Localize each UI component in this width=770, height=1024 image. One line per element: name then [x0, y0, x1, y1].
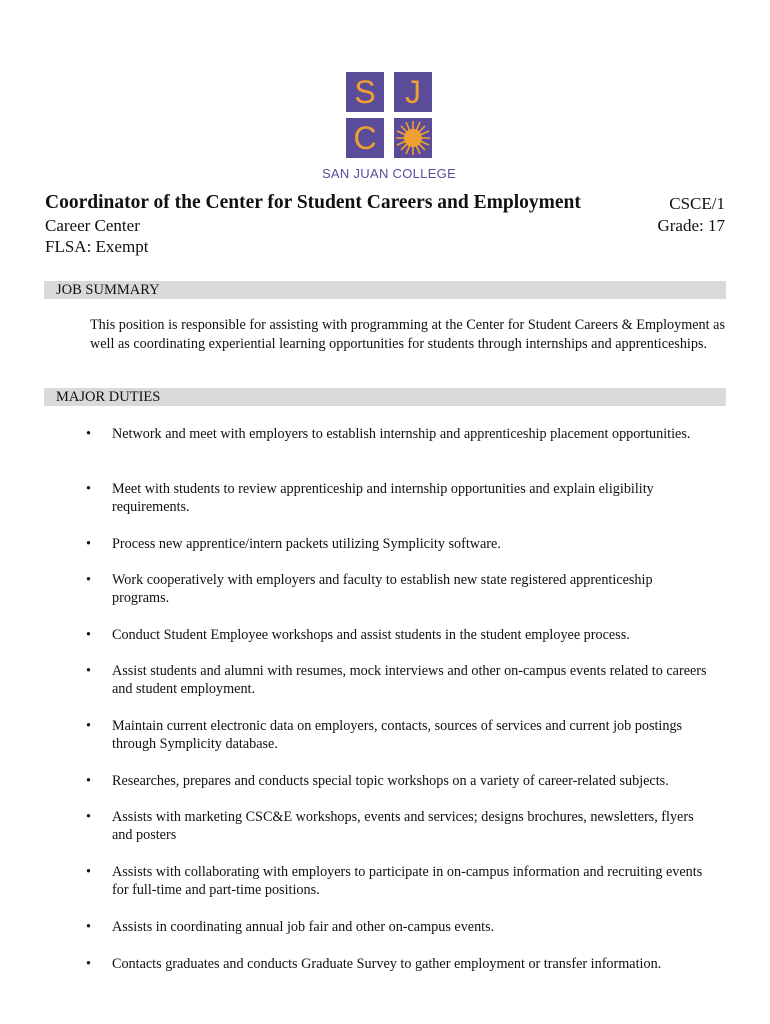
duty-text: Conduct Student Employee workshops and assist students in the student employee process.: [112, 627, 630, 643]
duty-text: Meet with students to review apprenticeship and internship opportunities and explain eligibility requirements.: [112, 481, 654, 515]
position-code: CSCE/1: [669, 194, 725, 213]
major-duties-heading: MAJOR DUTIES: [44, 388, 726, 406]
duty-text: Assist students and alumni with resumes, mock interviews and other on-campus events related to careers and student employment.: [112, 663, 707, 697]
bullet: •: [86, 663, 91, 679]
bullet: •: [86, 718, 91, 734]
bullet: •: [86, 956, 91, 972]
bullet: •: [86, 426, 91, 442]
logo-letter-s: S: [354, 74, 376, 110]
duty-text: Assists with collaborating with employers to participate in on-campus information and recruiting events for full-time and part-time positions.: [112, 864, 703, 898]
duty-text: Maintain current electronic data on employers, contacts, sources of services and current job postings through Symplicity database.: [112, 718, 683, 752]
flsa-status: FLSA: Exempt: [45, 237, 149, 256]
bullet: •: [86, 627, 91, 643]
bullet: •: [86, 572, 91, 588]
bullet: •: [86, 919, 91, 935]
department: Career Center: [45, 216, 140, 235]
logo-letter-c: C: [353, 120, 377, 156]
bullet: •: [86, 536, 91, 552]
college-logo: [318, 70, 460, 182]
bullet: •: [86, 864, 91, 880]
sun-icon: [394, 118, 432, 158]
bullet: •: [86, 773, 91, 789]
duty-text: Work cooperatively with employers and faculty to establish new state registered apprenticeship programs.: [112, 572, 653, 606]
duty-text: Assists with marketing CSC&E workshops, events and services; designs brochures, newsletters, flyers and posters: [112, 809, 694, 843]
logo-college-name: SAN JUAN COLLEGE: [321, 166, 457, 181]
duty-text: Contacts graduates and conducts Graduate Survey to gather employment or transfer information.: [112, 956, 662, 972]
duty-text: Network and meet with employers to establish internship and apprenticeship placement opportunities.: [112, 426, 691, 442]
bullet: •: [86, 809, 91, 825]
pay-grade: Grade: 17: [657, 216, 725, 235]
logo-letter-j: J: [405, 74, 421, 110]
job-summary-heading: JOB SUMMARY: [44, 281, 726, 299]
job-title: Coordinator of the Center for Student Careers and Employment: [45, 192, 581, 213]
duty-text: Process new apprentice/intern packets utilizing Symplicity software.: [112, 536, 501, 552]
duty-text: Researches, prepares and conducts special topic workshops on a variety of career-related subjects.: [112, 773, 669, 789]
job-summary-text: This position is responsible for assisting with programming at the Center for Student Careers & Employment as well as coordinating experiential learning opportunities for students through internships and apprenticeships.: [90, 317, 725, 352]
duty-text: Assists in coordinating annual job fair and other on-campus events.: [112, 919, 495, 935]
bullet: •: [86, 481, 91, 497]
